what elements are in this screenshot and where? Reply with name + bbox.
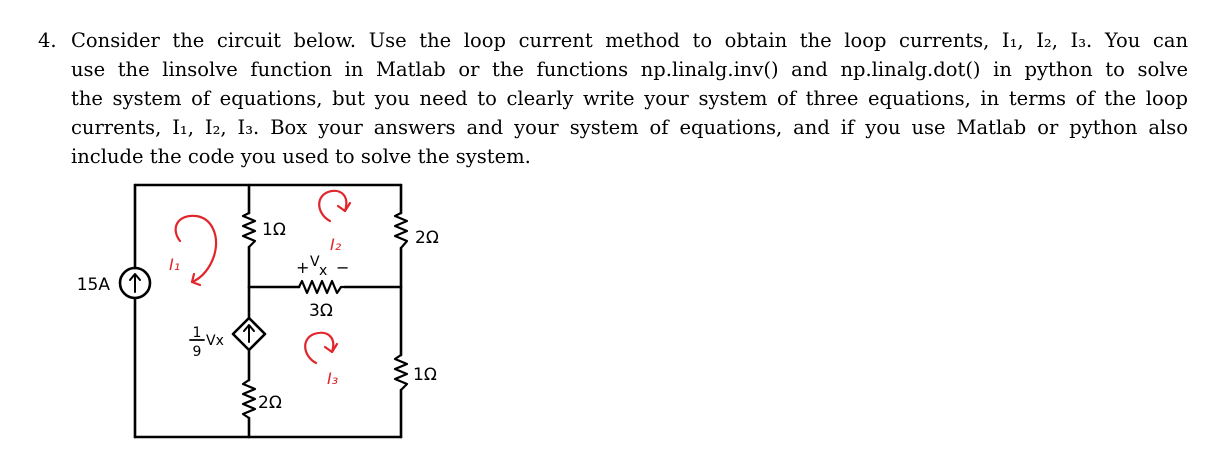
loop-1-arrow-icon: [176, 216, 216, 282]
resistor-1ohm-top: [243, 213, 255, 247]
vx-label: [296, 254, 349, 279]
r-top-right-label: 2Ω: [415, 228, 439, 248]
r-bottom-right-label: 1Ω: [413, 365, 437, 385]
problem-number: 4.: [38, 29, 57, 52]
gain-numerator: 1: [192, 325, 202, 341]
resistor-3ohm: [299, 281, 345, 293]
gain-vx: Vx: [206, 333, 224, 349]
r-bottom-left-label: 2Ω: [258, 393, 282, 413]
vx-plus: +: [296, 258, 310, 277]
dependent-source-gain-label: [190, 325, 224, 360]
current-source-15a: [120, 268, 150, 298]
r-middle-label: 3Ω: [309, 301, 333, 321]
dependent-current-source: [233, 318, 265, 350]
problem-line-3: the system of equations, but you need to clearly write your system of three equations, in terms of the loop: [71, 87, 1188, 110]
resistor-2ohm-top: [395, 213, 407, 248]
problem-line-4: currents, I₁, I₂, I₃. Box your answers and your system of equations, and if you use Matlab or python also: [71, 116, 1188, 139]
vx-x: x: [319, 263, 328, 279]
loop-1-label: I₁: [169, 255, 181, 274]
loop-2-label: I₂: [330, 235, 342, 254]
vx-v: V: [310, 254, 320, 270]
resistor-2ohm-bottom: [243, 380, 255, 418]
problem-line-5: include the code you used to solve the system.: [71, 145, 531, 168]
problem-line-2: use the linsolve function in Matlab or the functions np.linalg.inv() and np.linalg.dot() in python to solve: [71, 58, 1188, 81]
vx-minus: −: [336, 258, 350, 277]
resistor-1ohm-bottom: [395, 355, 407, 390]
loop-3-label: I₃: [327, 369, 339, 388]
r-top-left-label: 1Ω: [262, 220, 286, 240]
problem-line-1: Consider the circuit below. Use the loop current method to obtain the loop currents, I₁, I₂, I₃. You can: [71, 29, 1188, 52]
source-label: 15A: [76, 275, 110, 295]
loop-3-arrow-icon: [305, 333, 333, 363]
loop-2-arrow-icon: [319, 191, 346, 221]
gain-denominator: 9: [192, 344, 202, 360]
